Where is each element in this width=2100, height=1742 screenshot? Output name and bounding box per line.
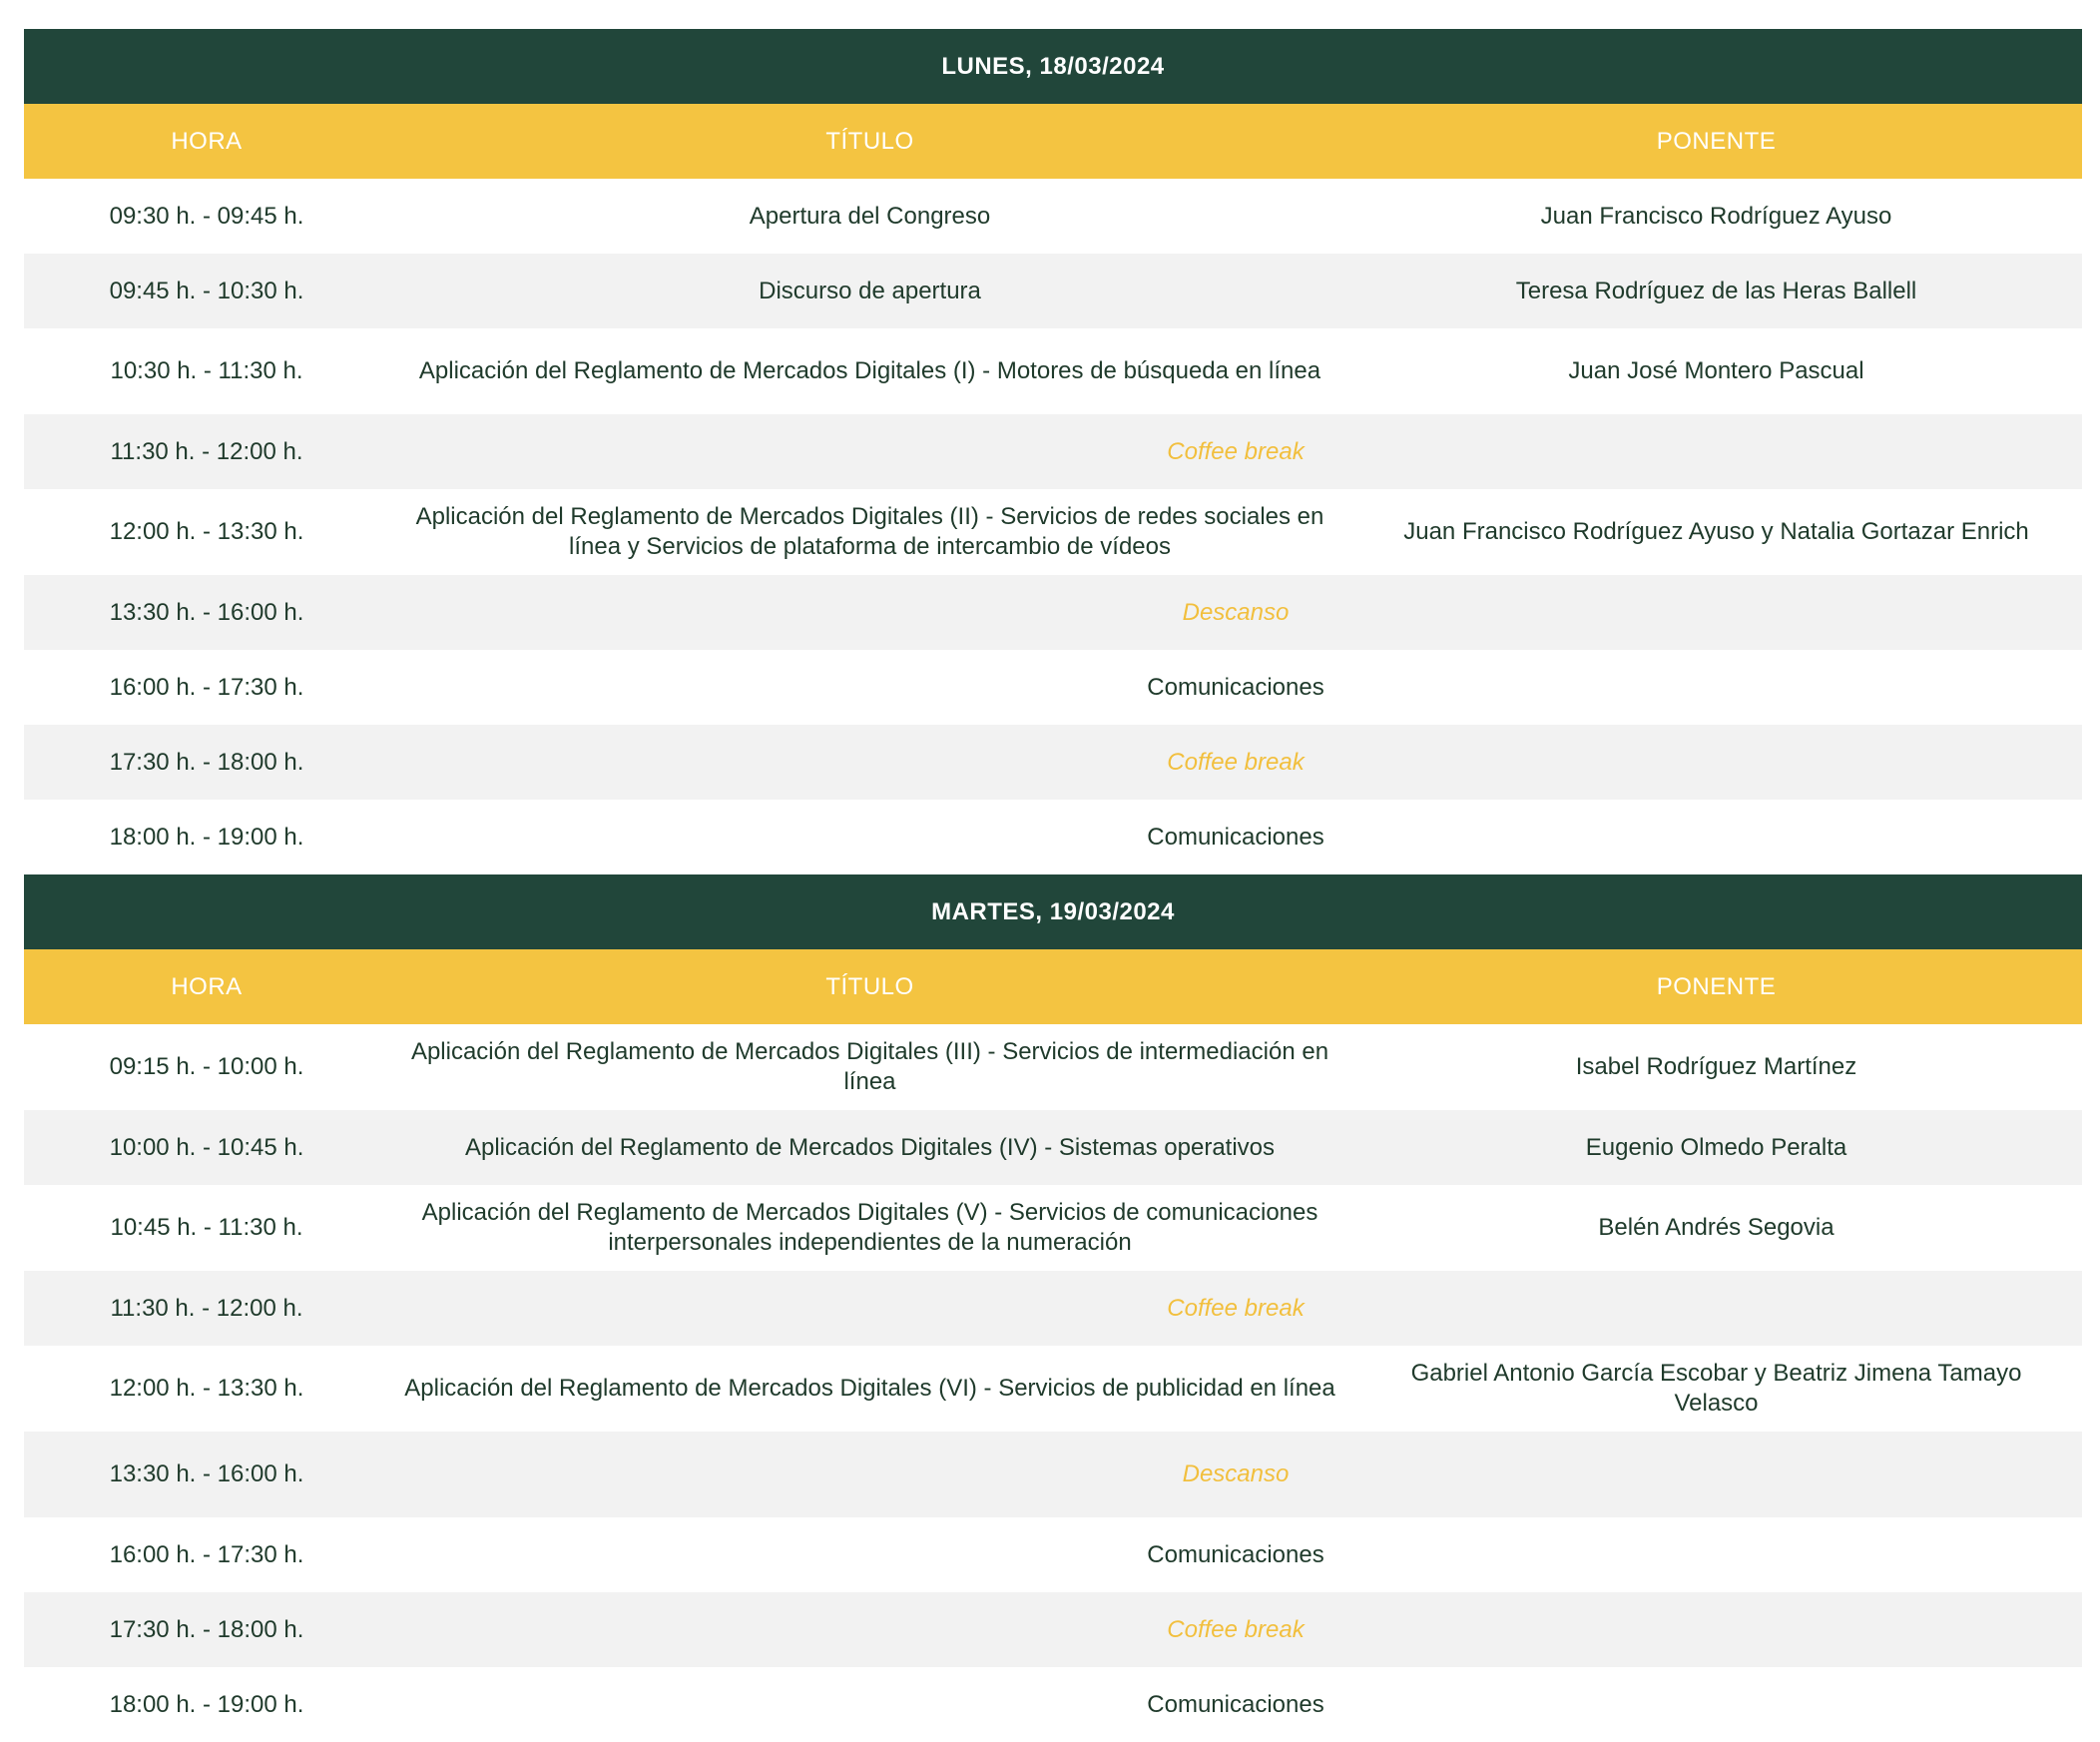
row-comunicaciones: Comunicaciones bbox=[1147, 1690, 1324, 1718]
row-ponente: Eugenio Olmedo Peralta bbox=[1585, 1133, 1847, 1161]
table-row bbox=[24, 1517, 2082, 1592]
table-row bbox=[24, 1110, 2082, 1185]
row-pausa: Coffee break bbox=[1167, 1294, 1305, 1322]
day-martes bbox=[24, 874, 2082, 1742]
day-header: MARTES, 19/03/2024 bbox=[24, 874, 2082, 949]
table-row bbox=[24, 489, 2082, 575]
row-hora: 13:30 h. - 16:00 h. bbox=[109, 598, 304, 626]
schedule bbox=[24, 29, 2082, 1742]
header-titulo: TÍTULO bbox=[825, 127, 914, 155]
row-ponente: Isabel Rodríguez Martínez bbox=[1575, 1053, 1857, 1080]
table-row bbox=[24, 1667, 2082, 1742]
row-hora: 10:00 h. - 10:45 h. bbox=[109, 1133, 304, 1161]
table-row bbox=[24, 254, 2082, 328]
row-ponente: Juan Francisco Rodríguez Ayuso y Natalia Gortazar Enrich bbox=[1403, 518, 2029, 545]
row-hora: 17:30 h. - 18:00 h. bbox=[109, 748, 304, 776]
row-hora: 13:30 h. - 16:00 h. bbox=[109, 1460, 304, 1487]
table-row bbox=[24, 1346, 2082, 1432]
table-row bbox=[24, 1271, 2082, 1346]
table-row bbox=[24, 1432, 2082, 1517]
row-comunicaciones: Comunicaciones bbox=[1147, 1540, 1324, 1568]
table-row bbox=[24, 575, 2082, 650]
table-row bbox=[24, 179, 2082, 254]
header-titulo: TÍTULO bbox=[825, 972, 914, 1000]
row-ponente: Teresa Rodríguez de las Heras Ballell bbox=[1515, 277, 1917, 304]
header-ponente: PONENTE bbox=[1656, 972, 1777, 1000]
header-hora: HORA bbox=[171, 972, 243, 1000]
day-header: LUNES, 18/03/2024 bbox=[24, 29, 2082, 104]
row-hora: 18:00 h. - 19:00 h. bbox=[109, 823, 304, 851]
table-row bbox=[24, 414, 2082, 489]
table-row bbox=[24, 1592, 2082, 1667]
table-row bbox=[24, 1185, 2082, 1271]
row-hora: 11:30 h. - 12:00 h. bbox=[110, 437, 303, 465]
table-row bbox=[24, 1024, 2082, 1110]
row-hora: 09:15 h. - 10:00 h. bbox=[109, 1053, 304, 1080]
row-hora: 09:30 h. - 09:45 h. bbox=[109, 202, 304, 230]
table-row bbox=[24, 800, 2082, 874]
row-ponente: Gabriel Antonio García Escobar y Beatriz Jimena Tamayo Velasco bbox=[1410, 1360, 2022, 1417]
row-hora: 10:45 h. - 11:30 h. bbox=[110, 1214, 303, 1241]
row-hora: 16:00 h. - 17:30 h. bbox=[109, 1540, 304, 1568]
day-lunes bbox=[24, 29, 2082, 874]
row-hora: 18:00 h. - 19:00 h. bbox=[109, 1690, 304, 1718]
row-hora: 12:00 h. - 13:30 h. bbox=[109, 518, 304, 545]
table-row bbox=[24, 725, 2082, 800]
row-titulo: Aplicación del Reglamento de Mercados Digitales (IV) - Sistemas operativos bbox=[464, 1133, 1276, 1161]
table-row bbox=[24, 328, 2082, 414]
row-titulo: Discurso de apertura bbox=[759, 277, 981, 304]
row-hora: 17:30 h. - 18:00 h. bbox=[109, 1615, 304, 1643]
row-comunicaciones: Comunicaciones bbox=[1147, 673, 1324, 701]
row-comunicaciones: Comunicaciones bbox=[1147, 823, 1324, 851]
row-pausa: Descanso bbox=[1182, 1460, 1290, 1487]
row-titulo: Aplicación del Reglamento de Mercados Digitales (V) - Servicios de comunicaciones interpersonales independientes de la numeración bbox=[421, 1199, 1318, 1256]
row-pausa: Descanso bbox=[1182, 598, 1290, 626]
header-hora: HORA bbox=[171, 127, 243, 155]
row-hora: 10:30 h. - 11:30 h. bbox=[110, 357, 303, 384]
row-hora: 09:45 h. - 10:30 h. bbox=[109, 277, 304, 304]
column-headers bbox=[24, 104, 2082, 179]
table-row bbox=[24, 650, 2082, 725]
row-titulo: Aplicación del Reglamento de Mercados Digitales (III) - Servicios de intermediación en línea bbox=[410, 1038, 1329, 1095]
row-pausa: Coffee break bbox=[1167, 748, 1305, 776]
row-titulo: Apertura del Congreso bbox=[749, 202, 991, 230]
row-titulo: Aplicación del Reglamento de Mercados Digitales (VI) - Servicios de publicidad en línea bbox=[404, 1375, 1335, 1402]
row-titulo: Aplicación del Reglamento de Mercados Digitales (II) - Servicios de redes sociales en línea y Servicios de plataforma de intercambio de vídeos bbox=[415, 503, 1324, 560]
row-ponente: Juan José Montero Pascual bbox=[1568, 357, 1864, 384]
row-hora: 16:00 h. - 17:30 h. bbox=[109, 673, 304, 701]
row-hora: 11:30 h. - 12:00 h. bbox=[110, 1294, 303, 1322]
row-hora: 12:00 h. - 13:30 h. bbox=[109, 1375, 304, 1402]
row-ponente: Belén Andrés Segovia bbox=[1598, 1214, 1835, 1241]
row-pausa: Coffee break bbox=[1167, 437, 1305, 465]
row-pausa: Coffee break bbox=[1167, 1615, 1305, 1643]
row-titulo: Aplicación del Reglamento de Mercados Digitales (I) - Motores de búsqueda en línea bbox=[418, 357, 1321, 384]
header-ponente: PONENTE bbox=[1656, 127, 1777, 155]
column-headers bbox=[24, 949, 2082, 1024]
row-ponente: Juan Francisco Rodríguez Ayuso bbox=[1540, 202, 1892, 230]
